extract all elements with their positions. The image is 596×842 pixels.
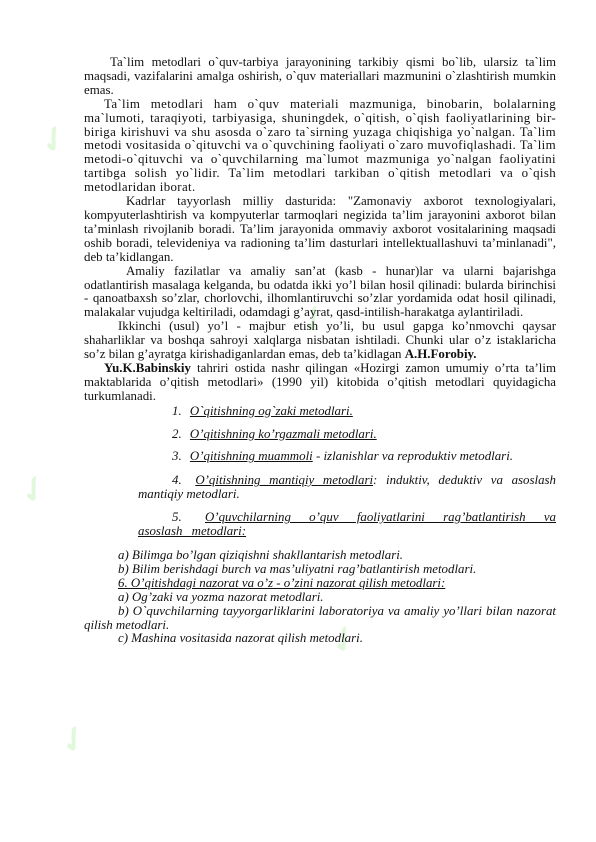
sub-item-c2: c) Mashina vositasida nazorat qilish metodlari. <box>118 631 363 646</box>
numbered-item-1 <box>172 405 556 419</box>
item-underlined: O’quvchilarning o’quv faoliyatlarini rag’batlantirish va asoslash metodlari: <box>138 510 556 539</box>
item-underlined: O’qitishning mantiqiy metodlari <box>195 473 374 488</box>
item-number: 3. <box>172 449 182 464</box>
numbered-item-4 <box>138 474 556 502</box>
paragraph-3: Kadrlar tayyorlash milliy dasturida: "Zamonaviy axborot texnologiyalari, kompyuterlashtirish va kompyuterlar tarmoqlari negizida ta’lim jarayonini axborot bilan ta’minlash rivojlanib boradi. Ta’lim jarayonida ommaviy axborot vositalarining maqsadi oshib boradi, televideniya va radioning ta’lim dasturlari intellektuallashuvi ta’minlanadi", deb ta’kidlangan. <box>84 194 556 264</box>
document-body <box>84 56 556 646</box>
watermark: ✓ <box>321 616 367 664</box>
numbered-item-2 <box>172 428 556 442</box>
paragraph-1: Ta`lim metodlari o`quv-tarbiya jarayonining tarkibiy qismi bo`lib, ularsiz ta`lim maqsadi, vazifalarini amalga oshirish, o`quv materiallari mazmunini o`zlashtirish mumkin emas. <box>84 55 556 97</box>
watermark: ✓ <box>11 466 57 514</box>
watermark: ✓ <box>31 116 77 164</box>
item-underlined: O’qitishning muammoli <box>189 449 313 464</box>
paragraph-6 <box>84 362 556 404</box>
sub-item-6: 6. O’qitishdagi nazorat va o’z - o’zini nazorat qilish metodlari: <box>118 575 446 590</box>
item-rest: - izlanishlar va reproduktiv metodlari. <box>312 449 513 464</box>
item-underlined: O’qitishning ko’rgazmali metodlari. <box>189 426 377 441</box>
paragraph-5-text: Ikkinchi (usul) yo’l - majbur etish yo’li, bu usul gapga ko’nmovchi qaysar shaharliklar va boshqa sahroyi xalqlarga nisbatan ishtiladi. Chunki ular o’z istaklaricha so’z bilan g’ayratga kirishadiganlardan emas, deb ta’kidlagan <box>84 319 556 362</box>
paragraph-6-text: tahriri ostida nashr qilingan «Hozirgi zamon umumiy o’rta ta’lim maktablarida o’qitish metodlari» (1990 yil) kitobida o’qitish metodlari quyidagicha turkumlanadi. <box>84 360 556 403</box>
sub-item-b1: b) Bilim berishdagi burch va mas’uliyatni rag’batlantirish metodlari. <box>118 561 477 576</box>
item-number: 4. <box>172 473 182 488</box>
numbered-item-5 <box>138 511 556 539</box>
paragraph-4: Amaliy fazilatlar va amaliy san’at (kasb - hunar)lar va ularni bajarishga odatlantirish masalaga kelganda, bu odatda ikki yo’l bilan hosil qilinadi: bularda birinchisi - qanoatbaxsh so’zlar, chorlovchi, ilhomlantiruvchi so’zlar yordamida odat hosil qilinadi, malakalar vujudga keltiriladi, odamdagi g’ayrat, qasd-intilish-harakatga aylantiriladi. <box>84 263 556 320</box>
item-rest: : induktiv, deduktiv va asoslash mantiqiy metodlari. <box>138 473 556 502</box>
item-number: 2. <box>172 426 182 441</box>
item-number: 1. <box>172 403 182 418</box>
sub-item-b2: b) O`quvchilarning tayyorgarliklarini laboratoriya va amaliy yo’llari bilan nazorat qilish metodlari. <box>84 603 556 632</box>
numbered-item-3 <box>172 450 556 464</box>
sub-item-a2: a) Og’zaki va yozma nazorat metodlari. <box>118 589 324 604</box>
author-babinskiy: Yu.K.Babinskiy <box>104 360 191 375</box>
item-underlined: O`qitishning og`zaki metodlari. <box>189 403 353 418</box>
item-number: 5. <box>172 510 182 525</box>
watermark: ✓ <box>291 296 337 344</box>
sub-item-a1: a) Bilimga bo’lgan qiziqishni shakllantarish metodlari. <box>118 548 404 562</box>
paragraph-2: Ta`lim metodlari ham o`quv materiali mazmuniga, binobarin, bolalarning ma`lumoti, taraqiyoti, tarbiyasiga, shuningdek, o`qitish, o`qish faoliyatlarining bir-biriga kirishuvi va shu asosda o`zaro ta`sirning yuzaga chiqishiga yo`nalgan. Ta`lim metodi vositasida o`qituvchi va o`quvchining faoliyati o`zaro muvofiqlashadi. Ta`lim metodi-o`qituvchi va o`quvchilarning ma`lumot mazmuniga yo`nalgan faoliyatini tartibga solish yo`lidir. Ta`lim metodlari tarkiban o`qitish metodlari va o`qish metodlaridan iborat. <box>84 96 556 195</box>
watermark: ✓ <box>51 716 97 764</box>
author-forobiy: A.H.Forobiy. <box>404 347 477 362</box>
paragraph-5 <box>84 320 556 362</box>
